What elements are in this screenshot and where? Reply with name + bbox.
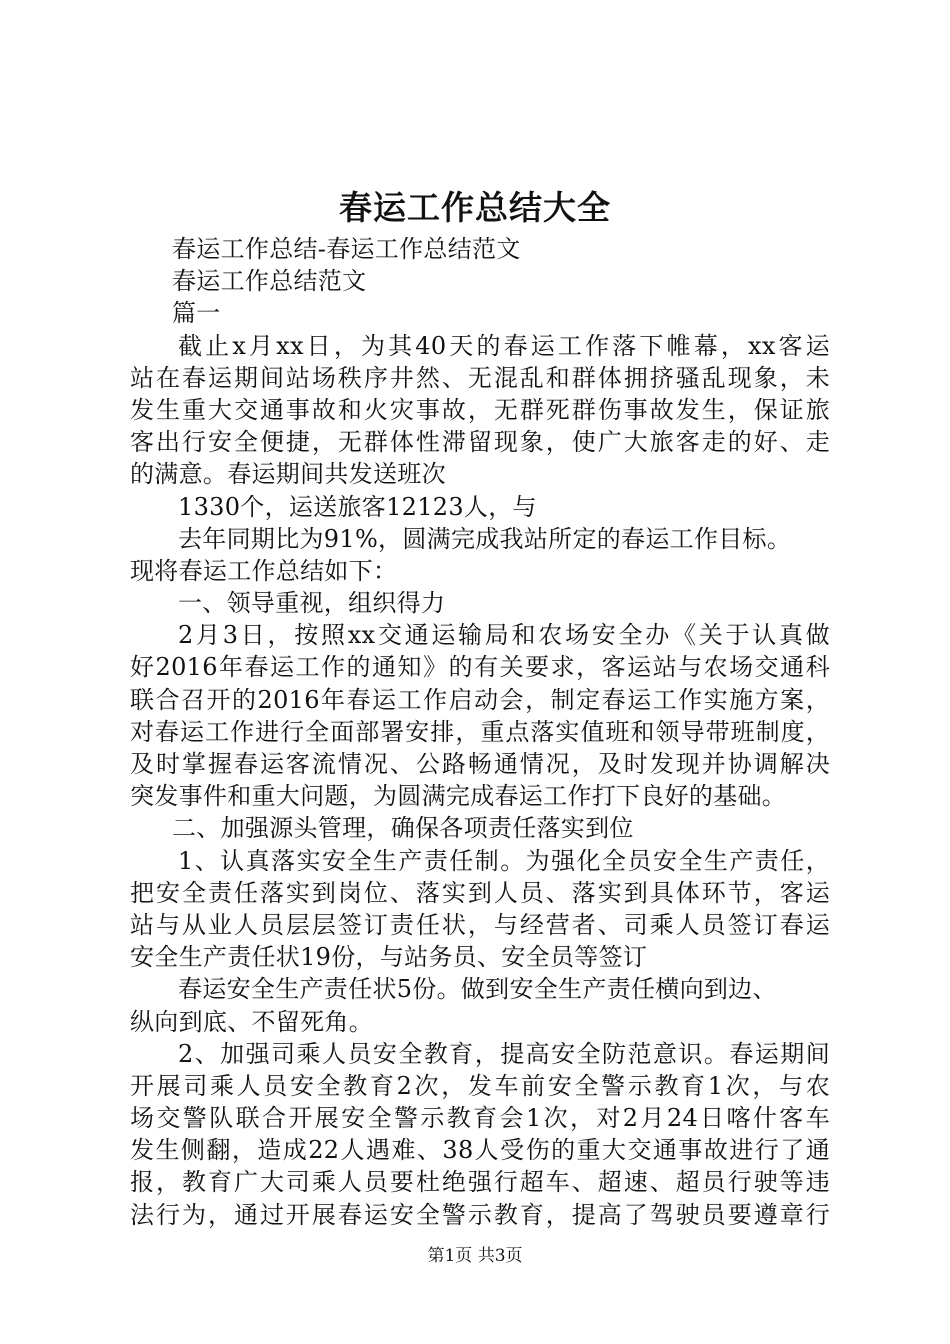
paragraph-line: 好2016年春运工作的通知》的有关要求，客运站与农场交通科 [130,653,830,682]
paragraph-line: 的满意。春运期间共发送班次 [130,460,446,489]
heading-line: 一、领导重视，组织得力 [178,589,446,618]
paragraph-line: 站与从业人员层层签订责任状，与经营者、司乘人员签订春运 [130,910,830,939]
paragraph-line: 把安全责任落实到岗位、落实到人员、落实到具体环节，客运 [130,878,830,907]
paragraph-line: 联合召开的2016年春运工作启动会，制定春运工作实施方案， [130,685,830,714]
paragraph-line: 场交警队联合开展安全警示教育会1次，对2月24日喀什客车 [130,1104,830,1133]
section-label: 篇一 [172,299,221,328]
document-body [130,233,830,1231]
paragraph-line: 1330个，运送旅客12123人，与 [178,492,537,521]
document-title: 春运工作总结大全 [339,188,611,227]
subtitle-line: 春运工作总结-春运工作总结范文 [172,235,521,263]
paragraph-line: 突发事件和重大问题，为圆满完成春运工作打下良好的基础。 [130,782,787,811]
paragraph-line: 发生侧翻，造成22人遇难、38人受伤的重大交通事故进行了通 [130,1136,830,1165]
subtitle-line: 春运工作总结范文 [172,267,367,296]
paragraph-line: 截止x月xx日，为其40天的春运工作落下帷幕，xx客运 [178,331,830,360]
paragraph-line: 对春运工作进行全面部署安排，重点落实值班和领导带班制度， [130,717,830,746]
paragraph-line: 2、加强司乘人员安全教育，提高安全防范意识。春运期间 [178,1039,830,1068]
paragraph-line: 法行为，通过开展春运安全警示教育，提高了驾驶员要遵章行 [130,1200,830,1229]
paragraph-line: 去年同期比为91%，圆满完成我站所定的春运工作目标。 [178,524,792,553]
paragraph-line: 开展司乘人员安全教育2次，发车前安全警示教育1次，与农 [130,1071,830,1100]
page-number-footer: 第1页 共3页 [427,1246,523,1266]
paragraph-line: 现将春运工作总结如下： [130,556,398,585]
paragraph-line: 站在春运期间站场秩序井然、无混乱和群体拥挤骚乱现象，未 [130,363,830,392]
paragraph-line: 及时掌握春运客流情况、公路畅通情况，及时发现并协调解决 [130,750,830,778]
paragraph-line: 安全生产责任状19份，与站务员、安全员等签订 [130,943,648,972]
paragraph-line: 春运安全生产责任状5份。做到安全生产责任横向到边、 [178,975,777,1004]
paragraph-line: 1、认真落实安全生产责任制。为强化全员安全生产责任， [178,846,830,875]
paragraph-line: 发生重大交通事故和火灾事故，无群死群伤事故发生，保证旅 [130,395,830,424]
paragraph-line: 客出行安全便捷，无群体性滞留现象，使广大旅客走的好、走 [130,428,830,457]
paragraph-line: 纵向到底、不留死角。 [130,1007,373,1036]
heading-line: 二、加强源头管理，确保各项责任落实到位 [172,814,634,843]
paragraph-line: 报，教育广大司乘人员要杜绝强行超车、超速、超员行驶等违 [130,1168,830,1197]
paragraph-line: 2月3日，按照xx交通运输局和农场安全办《关于认真做 [178,621,830,650]
